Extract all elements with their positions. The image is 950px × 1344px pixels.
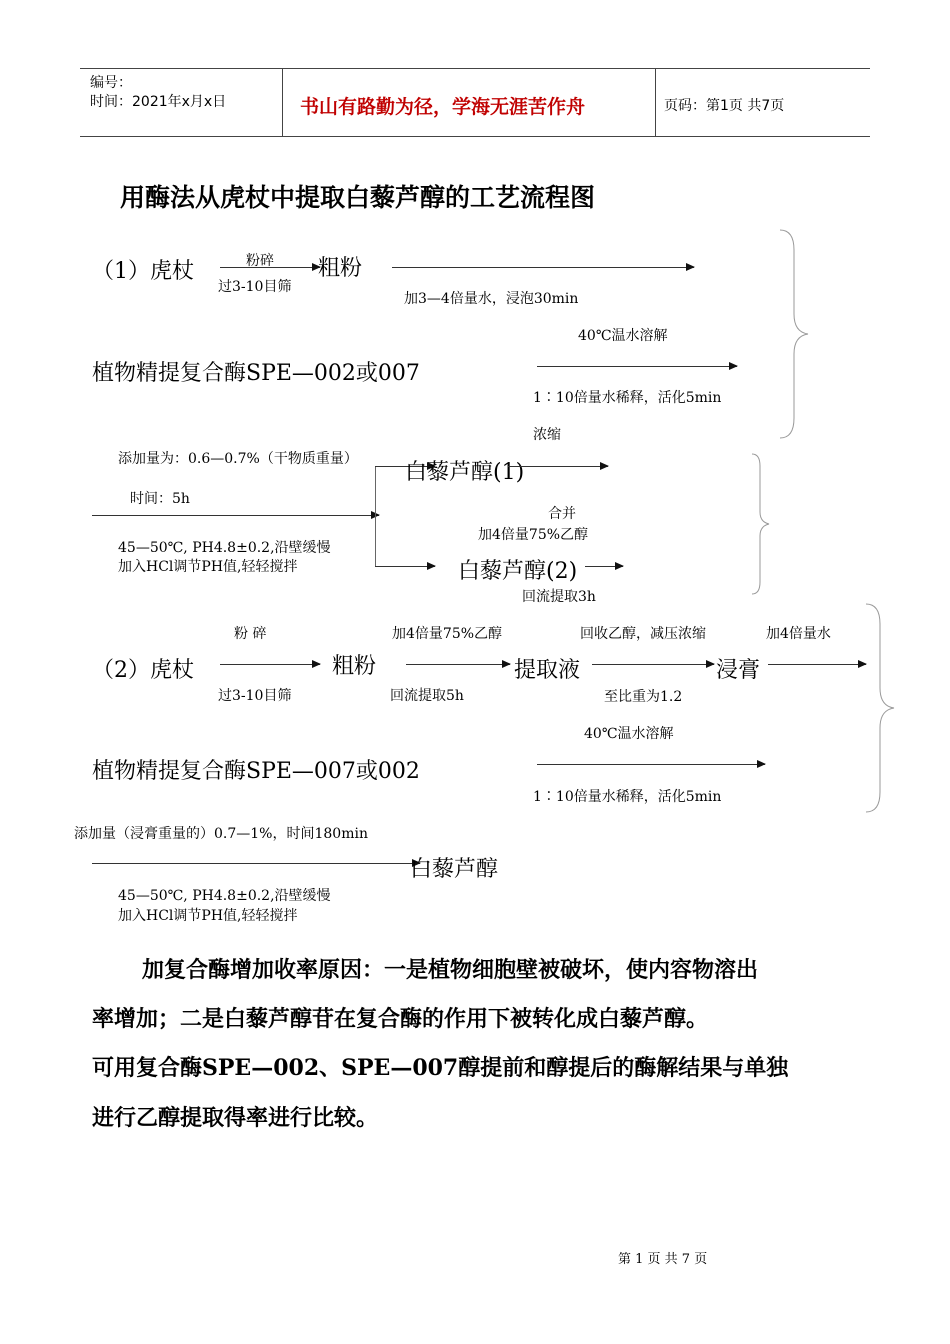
s2-start-label: （2）虎杖: [92, 658, 194, 683]
s1-concentrate-label: 浓缩: [533, 427, 561, 443]
s1-enzyme-label: 植物精提复合酶SPE—002或007: [92, 361, 420, 386]
s1-merge-text: 合并: [548, 506, 576, 522]
s1-arrow-crush: [220, 267, 320, 268]
s1-arrow-enzyme: [537, 366, 737, 367]
s2-arrow-recover: [592, 664, 714, 665]
page-title: 用酶法从虎杖中提取白藜芦醇的工艺流程图: [120, 183, 596, 212]
s2-brace: [864, 602, 898, 814]
s2-reflux-label: 回流提取5h: [390, 688, 464, 704]
s2-arrow-ethanol: [406, 664, 510, 665]
s2-add-ethanol-label: 加4倍量75%乙醇: [392, 626, 503, 642]
header-number-label: 编号：: [90, 75, 132, 91]
body-para2-line1: 可用复合酶SPE—002、SPE—007醇提前和醇提后的酶解结果与单独: [92, 1055, 789, 1081]
s2-coarse-label: 粗粉: [332, 654, 377, 679]
s2-crush-label: 粉 碎: [234, 626, 267, 642]
s2-paste-label: 浸膏: [716, 658, 761, 683]
s1-soak-label: 加3—4倍量水，浸泡30min: [404, 291, 579, 307]
s1-condition-line1: 45—50℃, PH4.8±0.2,沿壁缓慢: [118, 540, 331, 556]
s2-recover-label: 回收乙醇，减压浓缩: [580, 626, 706, 642]
header-divider-left: [282, 68, 283, 136]
s2-dilute-label: 1∶10倍量水稀释，活化5min: [533, 789, 722, 805]
body-para1-line2: 率增加；二是白藜芦醇苷在复合酶的作用下被转化成白藜芦醇。: [92, 1006, 709, 1032]
s2-condition-line2: 加入HCl调节PH值,轻轻搅拌: [118, 908, 298, 924]
s1-start-label: （1）虎杖: [92, 259, 194, 284]
header-bottom-border: [80, 136, 870, 137]
s1-crush-label: 粉碎: [246, 253, 274, 269]
s2-extract-label: 提取液: [514, 658, 581, 683]
s2-warm-label: 40℃温水溶解: [584, 726, 674, 742]
s1-time-label: [130, 488, 190, 507]
s1-dosage-label: 添加量为：0.6—0.7%（干物质重量）: [118, 451, 358, 467]
s2-add-water-label: 加4倍量水: [766, 626, 831, 642]
s2-dosage-label: 添加量（浸膏重量的）0.7—1%，时间180min: [74, 826, 368, 842]
s1-coarse-label: 粗粉: [318, 256, 363, 281]
s2-arrow-enzyme: [537, 764, 765, 765]
body-para1-line1: 加复合酶增加收率原因：一是植物细胞壁被破坏，使内容物溶出: [142, 957, 759, 983]
s1-warm-label: 40℃温水溶解: [578, 328, 668, 344]
s2-product-label: 白藜芦醇: [410, 857, 499, 882]
body-para2-line2: 进行乙醇提取得率进行比较。: [92, 1105, 379, 1131]
s1-arrow-branch-bottom: [375, 566, 435, 567]
s1-branch-line: [375, 466, 376, 566]
header-page-label: 页码：第1页 共7页: [664, 98, 785, 114]
header-top-border: [80, 68, 870, 69]
s2-gravity-label: 至比重为1.2: [604, 689, 683, 705]
header-divider-right: [655, 68, 656, 136]
s1-arrow-soak: [392, 267, 694, 268]
header-date-label: 时间：2021年x月x日: [90, 94, 227, 110]
s2-enzyme-label: 植物精提复合酶SPE—007或002: [92, 759, 420, 784]
s1-time-text: 时间：5h: [130, 491, 190, 507]
s2-sieve-label: 过3-10目筛: [218, 688, 292, 704]
page-footer: 第 1 页 共 7 页: [618, 1252, 708, 1267]
s1-merge-label: [548, 503, 576, 522]
s1-reflux-label: 回流提取3h: [522, 589, 596, 605]
s2-condition-line1: 45—50℃, PH4.8±0.2,沿壁缓慢: [118, 888, 331, 904]
s2-arrow-water: [768, 664, 866, 665]
s1-product1-label: 白藜芦醇(1): [405, 460, 525, 485]
s1-add-ethanol-label: 加4倍量75%乙醇: [478, 527, 589, 543]
s1-arrow-product2: [585, 566, 623, 567]
s2-arrow-crush: [220, 664, 320, 665]
s1-arrow-product1: [508, 466, 608, 467]
s1-sieve-label: 过3-10目筛: [218, 279, 292, 295]
s1-brace-mid: [750, 452, 772, 596]
s1-brace-top: [778, 228, 812, 440]
s1-condition-line2: 加入HCl调节PH值,轻轻搅拌: [118, 559, 298, 575]
s1-product2-label: 白藜芦醇(2): [458, 559, 578, 584]
s2-arrow-main: [92, 863, 420, 864]
s1-dilute-label: 1∶10倍量水稀释，活化5min: [533, 390, 722, 406]
s1-arrow-main: [92, 515, 379, 516]
header-motto: 书山有路勤为径，学海无涯苦作舟: [300, 96, 586, 118]
